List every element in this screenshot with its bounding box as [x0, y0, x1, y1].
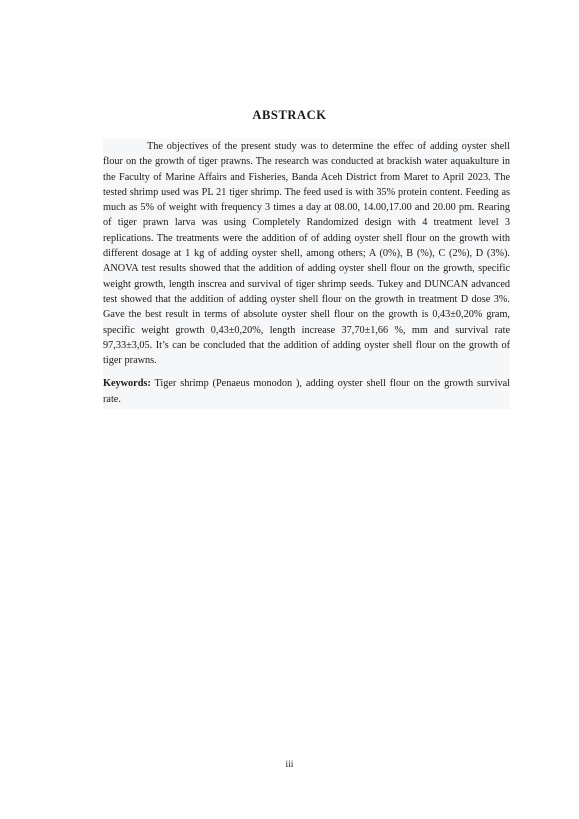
- abstract-body: [103, 139, 510, 409]
- keywords-paragraph: [103, 376, 510, 407]
- keywords-label: Keywords:: [103, 378, 151, 390]
- page-number: iii: [285, 760, 294, 770]
- abstract-paragraph: The objectives of the present study was to determine the effec of adding oyster shell flour on the growth of tiger prawns. The research was conducted at brackish water aquakulture in the Faculty of Marine Affairs and Fisheries, Banda Aceh District from Maret to April 2023. The tested shrimp used was PL 21 tiger shrimp. The feed used is with 35% protein content. Feeding as much as 5% of weight with frequency 3 times a day at 08.00, 14.00,17.00 and 20.00 pm. Rearing of tiger prawn larva was using Completely Randomized design with 4 treatment level 3 replications. The treatments were the addition of of adding oyster shell flour on the growth with different dosage at 1 kg of adding oyster shell, among others; A (0%), B (%), C (2%), D (3%). ANOVA test results showed that the addition of adding oyster shell flour on the growth, specific weight growth, length inscrea and survival of tiger shrimp seeds. Tukey and DUNCAN advanced test showed that the addition of adding oyster shell flour on the growth in treatment D dose 3%. Gave the best result in terms of absolute oyster shell flour on the growth is 0,43±0,20% gram, specific weight growth 0,43±0,20%, length increase 37,70±1,66 %, mm and survival rate 97,33±3,05. It’s can be concluded that the addition of adding oyster shell flour on the growth of tiger prawns.: [103, 141, 510, 367]
- abstract-title: ABSTRACK: [252, 108, 327, 122]
- keywords-text: Tiger shrimp (Penaeus monodon ), adding oyster shell flour on the growth survival rate.: [103, 378, 510, 405]
